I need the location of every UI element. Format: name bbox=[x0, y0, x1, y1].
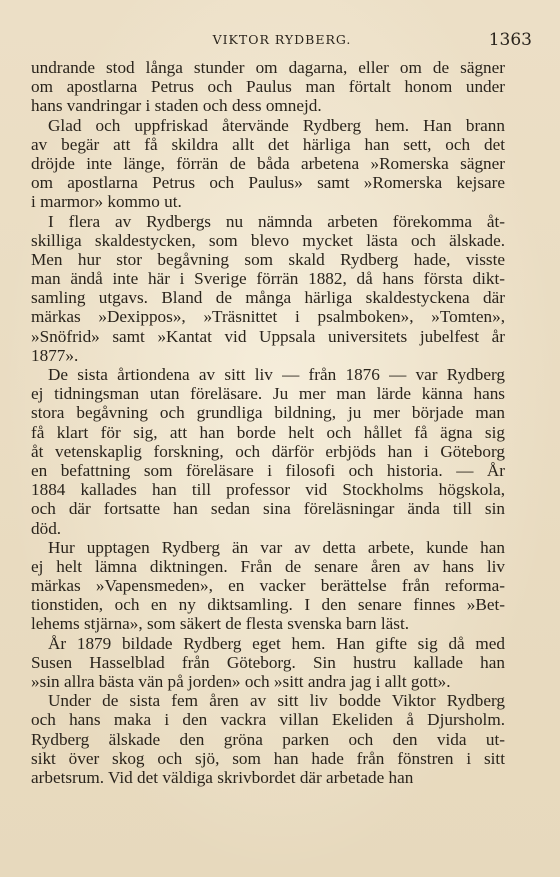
text-line: stora begåvning och grundliga bildning, ju mer började man bbox=[31, 403, 505, 423]
text-line: Glad och uppfriskad återvände Rydberg hem. Han brann bbox=[48, 115, 505, 135]
text-line: År 1879 bildade Rydberg eget hem. Han gifte sig då med bbox=[48, 633, 505, 653]
text-line: märkas »Dexippos», »Träsnittet i psalmboken», »Tomten», bbox=[31, 307, 505, 327]
text-line: om apostlarna Petrus och Paulus» samt »Romerska kejsare bbox=[31, 173, 505, 193]
text-line: undrande stod långa stunder om dagarna, eller om de sägner bbox=[31, 58, 505, 77]
text-line: arbetsrum. Vid det väldiga skrivbordet där arbetade han bbox=[31, 767, 414, 787]
text-line: åt vetenskaplig forskning, och därför erbjöds han i Göteborg bbox=[31, 441, 505, 461]
paragraph bbox=[31, 691, 505, 787]
text-line: Rydberg älskade den gröna parken och den vida ut- bbox=[31, 729, 505, 749]
text-line: dröjde inte länge, förrän de båda arbetena »Romerska sägner bbox=[31, 153, 505, 173]
text-line: märkas »Vapensmeden», en vacker berättelse från reforma- bbox=[31, 576, 505, 596]
paragraph bbox=[31, 634, 505, 692]
paragraph bbox=[31, 116, 505, 212]
text-line: man ändå inte här i Sverige förrän 1882, då hans första dikt- bbox=[31, 269, 505, 289]
text-line: en befattning som föreläsare i filosofi och historia. — År bbox=[31, 460, 505, 480]
running-title: VIKTOR RYDBERG. bbox=[212, 32, 352, 47]
paragraph bbox=[31, 58, 505, 116]
text-line: och hans maka i den vackra villan Ekeliden å Djursholm. bbox=[31, 710, 505, 730]
text-line: Susen Hasselblad från Göteborg. Sin hustru kallade han bbox=[31, 652, 505, 672]
text-line: »sin allra bästa vän på jorden» och »sitt andra jag i allt gott». bbox=[31, 672, 451, 691]
text-line: ej tidningsman utan föreläsare. Ju mer man lärde känna hans bbox=[31, 384, 505, 404]
text-line: Hur upptagen Rydberg än var av detta arbete, kunde han bbox=[48, 537, 505, 557]
text-line: sikt över skog och sjö, som han hade från fönstren i sitt bbox=[31, 748, 505, 768]
text-line: tionstiden, och en ny diktsamling. I den senare finnes »Bet- bbox=[31, 595, 505, 615]
text-line: Under de sista fem åren av sitt liv bodde Viktor Rydberg bbox=[48, 691, 505, 711]
text-line: ej helt lämna diktningen. Från de senare åren av hans liv bbox=[31, 556, 505, 576]
paragraph bbox=[31, 365, 505, 538]
body-text bbox=[31, 58, 505, 787]
text-line: 1884 kallades han till professor vid Stockholms högskola, bbox=[31, 480, 505, 500]
text-line: och där fortsatte han sedan sina föreläsningar ända till sin bbox=[31, 499, 505, 519]
text-line: samling utgavs. Bland de många härliga skaldestyckena där bbox=[31, 288, 505, 308]
text-line: 1877». bbox=[31, 345, 79, 365]
text-line: Men hur stor begåvning som skald Rydberg hade, visste bbox=[31, 249, 505, 269]
paragraph bbox=[31, 538, 505, 634]
text-line: få klart för sig, att han borde helt och hållet få ägna sig bbox=[31, 422, 505, 442]
page-header bbox=[32, 32, 532, 54]
page-number: 1363 bbox=[488, 30, 532, 50]
text-line: om apostlarna Petrus och Paulus man förtalt honom under bbox=[31, 77, 505, 97]
text-line: i marmor» kommo ut. bbox=[31, 192, 182, 212]
text-line: lehems stjärna», som säkert de flesta svenska barn läst. bbox=[31, 614, 410, 634]
text-line: I flera av Rydbergs nu nämnda arbeten förekomma åt- bbox=[48, 211, 505, 231]
text-line: »Snöfrid» samt »Kantat vid Uppsala universitets jubelfest år bbox=[31, 326, 505, 346]
text-line: De sista årtiondena av sitt liv — från 1876 — var Rydberg bbox=[48, 365, 505, 384]
text-line: död. bbox=[31, 518, 62, 538]
paragraph bbox=[31, 212, 505, 366]
text-line: hans vandringar i staden och dess omnejd. bbox=[31, 96, 322, 116]
text-line: av begär att få skildra allt det härliga han sett, och det bbox=[31, 134, 505, 154]
text-line: skilliga skaldestycken, som blevo mycket lästa och älskade. bbox=[31, 230, 505, 250]
